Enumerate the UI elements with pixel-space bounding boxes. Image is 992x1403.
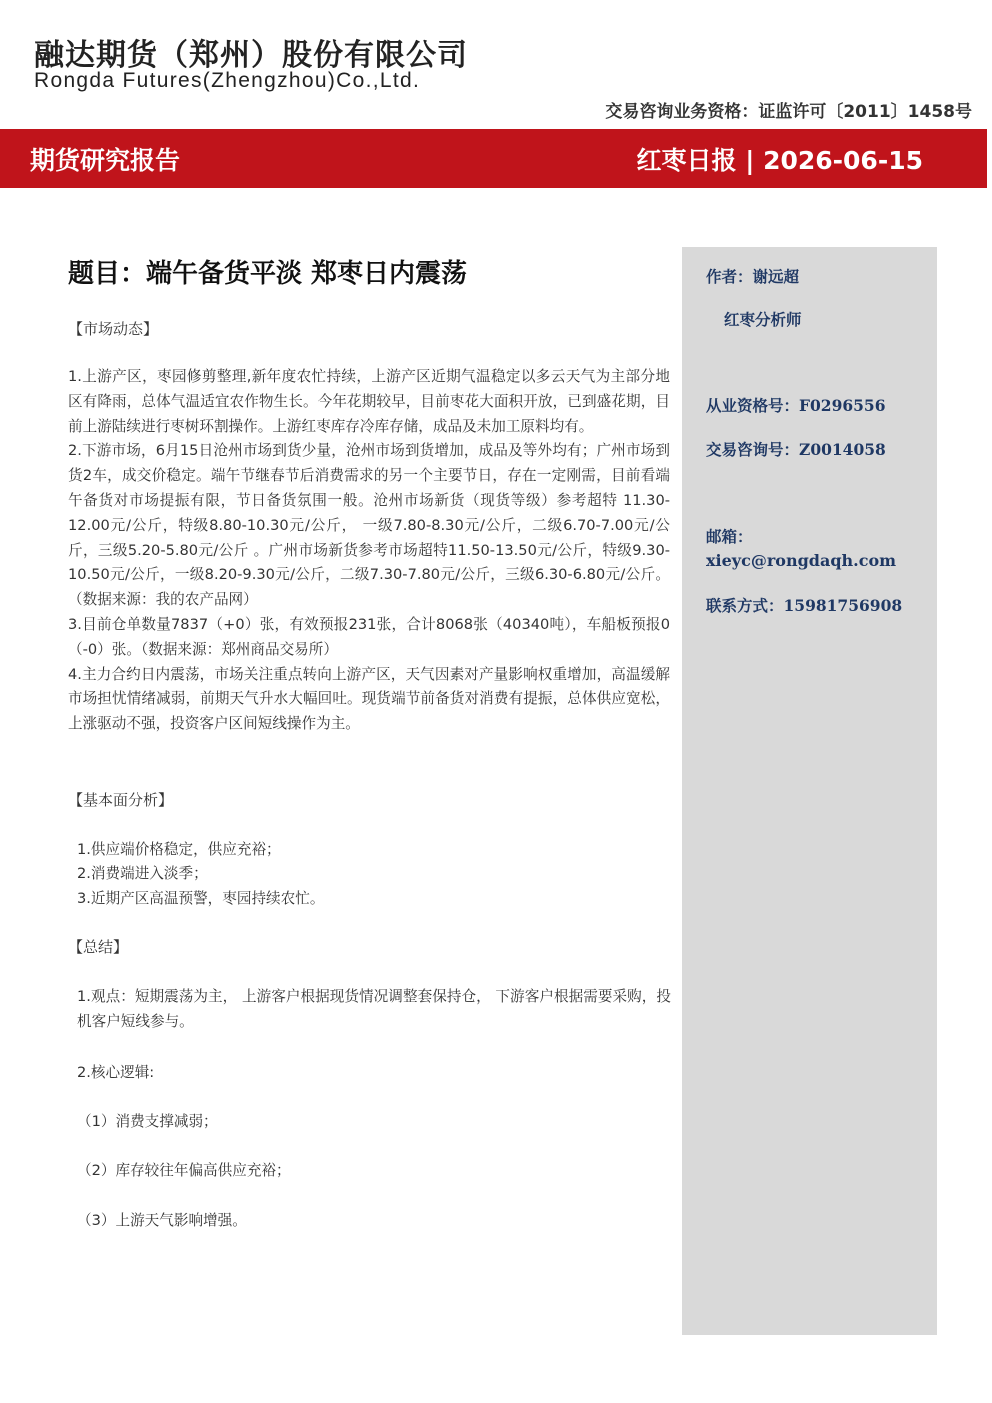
- author-role: 红枣分析师: [724, 310, 802, 329]
- author-sidebar: [682, 247, 937, 1335]
- qualification-text: 交易咨询业务资格：证监许可〔2011〕1458号: [605, 102, 972, 122]
- fundamentals-item-3: 3.近期产区高温预警，枣园持续农忙。: [77, 890, 325, 907]
- report-banner: [0, 129, 987, 188]
- consult-number: 交易咨询号：Z0014058: [706, 440, 886, 459]
- author-name: 作者：谢远超: [706, 267, 800, 286]
- phone-number: 联系方式：15981756908: [706, 596, 903, 615]
- banner-report-date: 红枣日报 | 2026-06-15: [636, 146, 923, 175]
- logic-item-1: （1）消费支撑减弱；: [77, 1113, 218, 1130]
- summary-logic-title: 2.核心逻辑:: [77, 1064, 155, 1081]
- fundamentals-heading: 【基本面分析】: [68, 791, 174, 809]
- company-name-cn: 融达期货（郑州）股份有限公司: [34, 38, 468, 73]
- market-section: [68, 365, 670, 737]
- report-title: 题目：端午备货平淡 郑枣日内震荡: [68, 259, 468, 289]
- summary-heading: 【总结】: [68, 938, 129, 956]
- summary-view: 1.观点：短期震荡为主， 上游客户根据现货情况调整套保持仓， 下游客户根据需要采购，投机客户短线参与。: [77, 988, 671, 1030]
- market-heading: 【市场动态】: [68, 320, 159, 338]
- fundamentals-item-2: 2.消费端进入淡季；: [77, 865, 208, 882]
- logic-item-3: （3）上游天气影响增强。: [77, 1212, 247, 1229]
- fundamentals-item-1: 1.供应端价格稳定，供应充裕；: [77, 841, 281, 858]
- email-address[interactable]: xieyc@rongdaqh.com: [706, 551, 897, 570]
- logic-item-2: （2）库存较往年偏高供应充裕；: [77, 1162, 291, 1179]
- company-name-en: Rongda Futures(Zhengzhou)Co.,Ltd.: [34, 69, 421, 92]
- license-number: 从业资格号：F0296556: [706, 396, 886, 415]
- market-paragraph-1: 1.上游产区，枣园修剪整理,新年度农忙持续，上游产区近期气温稳定以多云天气为主部分地区有降雨，总体气温适宜农作物生长。今年花期较早，目前枣花大面积开放，已到盛花期，目前上游陆续进行枣树环割操作。上游红枣库存冷库存储，成品及未加工原料均有。: [68, 368, 670, 435]
- market-paragraph-4: 4.主力合约日内震荡，市场关注重点转向上游产区，天气因素对产量影响权重增加，高温缓解市场担忧情绪减弱，前期天气升水大幅回吐。现货端节前备货对消费有提振，总体供应宽松，上涨驱动不强，投资客户区间短线操作为主。: [68, 665, 670, 733]
- market-paragraph-2: 2.下游市场，6月15日沧州市场到货少量，沧州市场到货增加，成品及等外均有；广州市场到货2车，成交价稳定。端午节继春节后消费需求的另一个主要节日，存在一定刚需，目前看端午备货对市场提振有限，节日备货氛围一般。沧州市场新货（现货等级）参考超特 11.30-12.00元/公斤，特级8.80-10.30元/公斤， 一级7.80-8.30元/公斤，二级6.70-7.00元/公斤，三级5.20-5.80元/公斤 。广州市场新货参考市场超特11.50-13.50元/公斤，特级9.30-10.50元/公斤，一级8.20-9.30元/公斤，二级7.30-7.80元/公斤，三级6.30-6.80元/公斤。（数据来源：我的农产品网）: [68, 442, 670, 609]
- banner-report-type: 期货研究报告: [30, 146, 181, 175]
- email-label: 邮箱：: [706, 527, 753, 546]
- market-paragraph-3: 3.目前仓单数量7837（+0）张，有效预报231张，合计8068张（40340吨），车船板预报0（-0）张。（数据来源：郑州商品交易所）: [68, 615, 670, 658]
